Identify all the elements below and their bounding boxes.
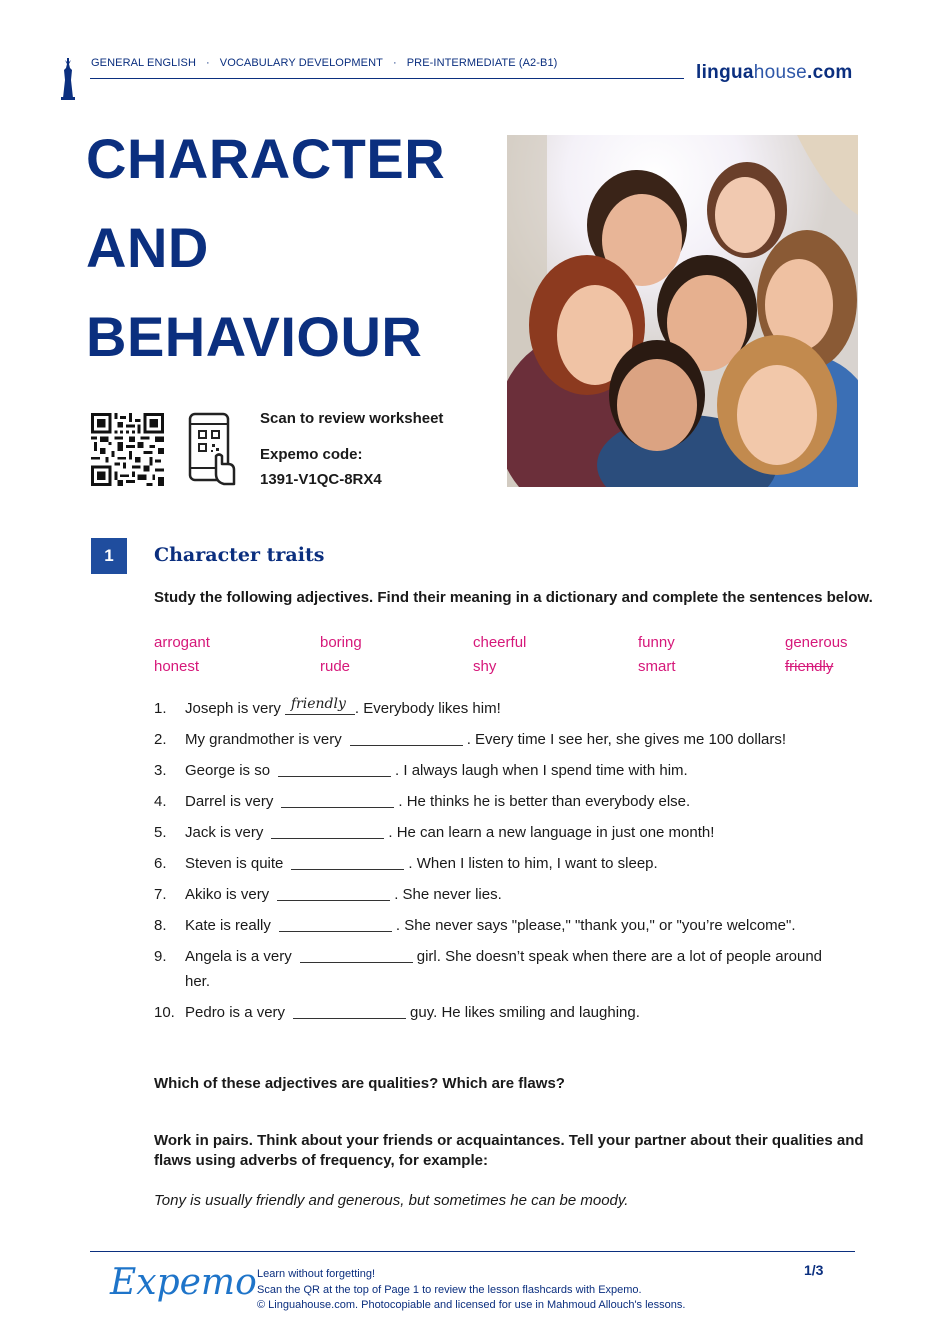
answer-blank[interactable]: [350, 731, 463, 746]
expemo-logo[interactable]: Expemo: [110, 1262, 257, 1303]
answer-blank[interactable]: [271, 824, 384, 839]
footer-tagline: Learn without forgetting!: [257, 1268, 376, 1280]
crumb-separator: ·: [392, 57, 397, 69]
exercise-before: Pedro is a very: [185, 1004, 286, 1021]
exercise-continuation: her.: [185, 973, 211, 990]
page-number: 1/3: [804, 1262, 824, 1278]
word-cheerful: cheerful: [473, 634, 527, 651]
word-arrogant: arrogant: [154, 634, 210, 651]
exercise-after: . She never says "please," "thank you," or "you’re welcome".: [395, 917, 796, 934]
answer-handwritten: friendly: [290, 696, 346, 712]
exercise-after: . Everybody likes him!: [354, 700, 501, 717]
answer-blank[interactable]: [285, 696, 355, 715]
exercise-before: Darrel is very: [185, 793, 274, 810]
word-rude: rude: [320, 658, 351, 675]
exercise-before: Kate is really: [185, 917, 271, 934]
word-boring: boring: [320, 634, 362, 651]
exercise-item: [154, 948, 822, 965]
exercise-after: . He can learn a new language in just one month!: [388, 824, 715, 841]
exercise-before: Jack is very: [185, 824, 264, 841]
exercise-after: . He thinks he is better than everybody else.: [398, 793, 691, 810]
exercise-number: 1.: [154, 700, 167, 717]
page-title-line-3: BEHAVIOUR: [86, 305, 423, 368]
answer-blank[interactable]: [278, 762, 391, 777]
answer-blank[interactable]: [281, 793, 394, 808]
word-smart: smart: [638, 658, 676, 675]
exercise-item: [154, 696, 501, 717]
scan-instruction: Scan to review worksheet: [260, 410, 444, 427]
answer-blank[interactable]: [300, 948, 413, 963]
answer-blank[interactable]: [277, 886, 390, 901]
answer-blank[interactable]: [293, 1004, 406, 1019]
section-instruction: Study the following adjectives. Find their meaning in a dictionary and complete the sentences below.: [154, 589, 873, 606]
exercise-number: 6.: [154, 855, 167, 872]
exercise-number: 4.: [154, 793, 167, 810]
exercise-number: 7.: [154, 886, 167, 903]
exercise-before: George is so: [185, 762, 271, 779]
exercise-item: [154, 917, 796, 934]
word-honest: honest: [154, 658, 200, 675]
exercise-after: . Every time I see her, she gives me 100 dollars!: [466, 731, 787, 748]
crumb-topic: VOCABULARY DEVELOPMENT: [219, 57, 383, 69]
section-number-badge: 1: [91, 538, 127, 574]
crumb-level: GENERAL ENGLISH: [91, 57, 197, 69]
footer-copyright: © Linguahouse.com. Photocopiable and licensed for use in Mahmoud Allouch's lessons.: [257, 1299, 686, 1311]
page-title-line-2: AND: [86, 216, 209, 279]
statue-of-liberty-icon: [58, 58, 78, 100]
exercise-number: 2.: [154, 731, 167, 748]
exercise-item: [154, 824, 714, 841]
crumb-grade: PRE-INTERMEDIATE (A2-B1): [406, 57, 558, 69]
brand-suffix: .com: [807, 62, 853, 83]
expemo-code: 1391-V1QC-8RX4: [260, 471, 382, 488]
exercise-after: . When I listen to him, I want to sleep.: [408, 855, 658, 872]
exercise-number: 5.: [154, 824, 167, 841]
question-pairs-line-1: Work in pairs. Think about your friends or acquaintances. Tell your partner about their qualities and: [154, 1132, 864, 1149]
expemo-code-label: Expemo code:: [260, 446, 363, 463]
answer-blank[interactable]: [279, 917, 392, 932]
exercise-before: Joseph is very: [185, 700, 281, 717]
footer-divider: [90, 1251, 855, 1252]
brand-light: house: [753, 62, 808, 83]
exercise-item: [154, 1004, 640, 1021]
exercise-after: . I always laugh when I spend time with him.: [395, 762, 688, 779]
exercise-number: 8.: [154, 917, 167, 934]
exercise-after: guy. He likes smiling and laughing.: [410, 1004, 640, 1021]
exercise-item: [154, 793, 690, 810]
example-sentence: Tony is usually friendly and generous, but sometimes he can be moody.: [154, 1192, 629, 1209]
exercise-before: Angela is a very: [185, 948, 292, 965]
question-pairs-line-2: flaws using adverbs of frequency, for example:: [154, 1152, 488, 1169]
exercise-number: 3.: [154, 762, 167, 779]
exercise-number: 10.: [154, 1004, 175, 1021]
page-title-line-1: CHARACTER: [86, 127, 446, 190]
section-title: Character traits: [154, 544, 325, 566]
exercise-item: [154, 855, 658, 872]
crumb-separator: ·: [206, 57, 210, 69]
exercise-after: . She never lies.: [394, 886, 502, 903]
brand-bold: lingua: [696, 62, 754, 83]
breadcrumb: [91, 57, 557, 69]
exercise-after: girl. She doesn’t speak when there are a lot of people around: [416, 948, 823, 965]
exercise-before: My grandmother is very: [185, 731, 342, 748]
exercise-number: 9.: [154, 948, 167, 965]
word-generous: generous: [785, 634, 848, 651]
exercise-item: [154, 762, 688, 779]
qr-code-icon[interactable]: [91, 413, 164, 486]
question-qualities-flaws: Which of these adjectives are qualities? Which are flaws?: [154, 1075, 565, 1092]
footer-qr-note: Scan the QR at the top of Page 1 to review the lesson flashcards with Expemo.: [257, 1284, 642, 1296]
word-funny: funny: [638, 634, 675, 651]
word-shy: shy: [473, 658, 497, 675]
answer-blank[interactable]: [291, 855, 404, 870]
exercise-item: [154, 886, 502, 903]
brand-logo[interactable]: [696, 62, 853, 84]
word-friendly-used: friendly: [785, 658, 834, 675]
group-selfie-photo: [507, 135, 858, 487]
exercise-before: Akiko is very: [185, 886, 270, 903]
exercise-before: Steven is quite: [185, 855, 284, 872]
header-divider: [90, 78, 684, 79]
exercise-item: [154, 731, 786, 748]
phone-scan-icon: [188, 412, 236, 488]
